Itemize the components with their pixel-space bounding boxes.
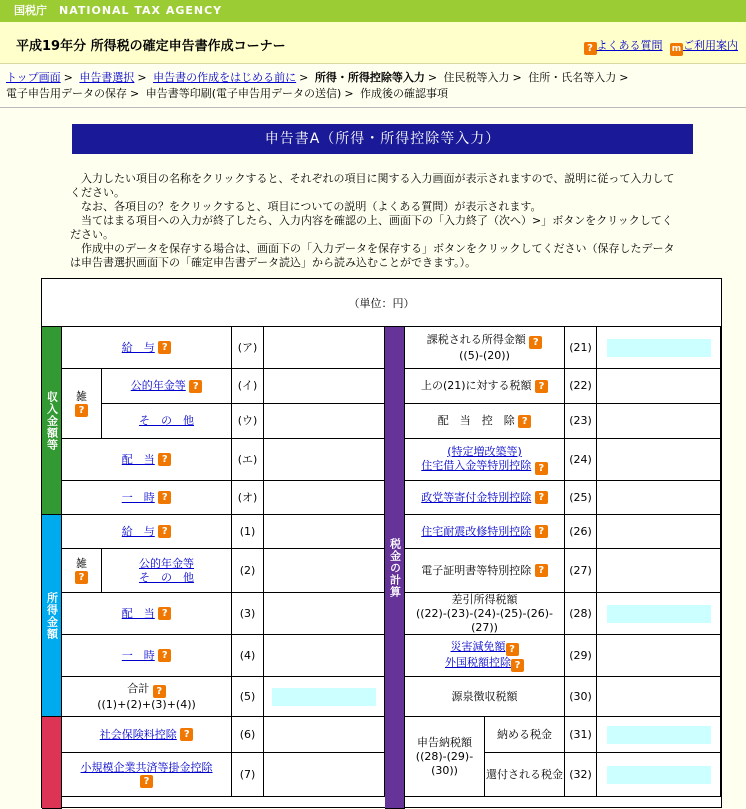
breadcrumb-resident-tax: 住民税等入力 (443, 71, 510, 84)
code-e: (エ) (232, 439, 264, 481)
row-shakai-label (62, 717, 232, 753)
row-seito-label (405, 481, 565, 515)
help-icon[interactable]: ? (158, 453, 171, 466)
input-cell-i[interactable] (264, 369, 385, 404)
code-29: (29) (565, 635, 597, 677)
sashihiki-label: 差引所得税額 (451, 592, 518, 606)
instruction-4: 作成中のデータを保存する場合は、画面下の「入力データを保存する」ボタンをクリックしてください（保存したデータは申告書選択画面下の「確定申告書データ読込」から読み込むことができます。）。 (70, 242, 675, 269)
seito-link[interactable]: 政党等寄付金特別控除 (421, 490, 532, 504)
help-icon[interactable]: ? (75, 404, 88, 417)
row-haitou-label (62, 439, 232, 481)
help-icon[interactable]: ? (189, 380, 202, 393)
breadcrumb-before-start[interactable]: 申告書の作成をはじめる前に (153, 71, 297, 84)
row-jutaku-label (405, 439, 565, 481)
code-7: (7) (232, 753, 264, 797)
output-cell-29 (597, 635, 721, 677)
input-cell-4[interactable] (264, 635, 385, 677)
output-cell-30 (597, 677, 721, 717)
row-saigai-label (405, 635, 565, 677)
row-kyuyo-label (62, 327, 232, 369)
help-icon[interactable]: ? (140, 775, 153, 788)
jutaku-link-2[interactable]: 住宅借入金等特別控除 (421, 458, 532, 472)
breadcrumb-print: 申告書等印刷(電子申告用データの送信) (145, 87, 342, 100)
help-icon[interactable]: ? (158, 525, 171, 538)
faq-icon[interactable]: ? (584, 42, 597, 55)
code-u: (ウ) (232, 404, 264, 439)
row-sonota-label (102, 404, 232, 439)
help-icon[interactable]: ? (511, 659, 524, 672)
kouteki-link[interactable]: 公的年金等 (130, 379, 186, 392)
input-cell-a[interactable] (264, 327, 385, 369)
row-sashihiki-label (405, 593, 565, 635)
zatsu-label (62, 369, 102, 439)
code-27: (27) (565, 549, 597, 593)
code-2: (2) (232, 549, 264, 593)
zatsu2-text: 雑 (76, 557, 87, 570)
output-box-21 (607, 339, 711, 357)
row-kazei-label (405, 327, 565, 369)
zei21-label: 上の(21)に対する税額 (420, 379, 532, 392)
row-ichiji2-label (62, 635, 232, 677)
instructions (70, 172, 676, 268)
code-22: (22) (565, 369, 597, 404)
input-cell-o[interactable] (264, 481, 385, 515)
output-cell-25 (597, 481, 721, 515)
output-box-31 (607, 726, 711, 744)
code-24: (24) (565, 439, 597, 481)
output-cell-21 (597, 327, 721, 369)
breadcrumb-select[interactable]: 申告書選択 (79, 71, 135, 84)
instruction-2: なお、各項目の？をクリックすると、項目についての説明（よくある質問）が表示されます。 (81, 200, 542, 213)
output-cell-32 (597, 753, 721, 797)
input-cell-3[interactable] (264, 593, 385, 635)
output-cell-24 (597, 439, 721, 481)
code-31: (31) (565, 717, 597, 753)
output-box-28 (607, 605, 711, 623)
breadcrumb: トップ画面 > 申告書選択 > 申告書の作成をはじめる前に > 所得・所得控除等入力 > 住民税等入力 > 住所・氏名等入力 > 電子申告用データの保存 > 申告書等印刷(電子申告用データの送信) > 作成後の確認事項 (0, 64, 746, 108)
help-icon[interactable]: ? (535, 491, 548, 504)
row-haitou-kojo-label (405, 404, 565, 439)
row-kouteki-label (102, 369, 232, 404)
shokibo-link[interactable]: 小規模企業共済等掛金控除 (80, 761, 213, 774)
agency-bar (0, 0, 746, 22)
saigai-link[interactable]: 災害減免額 (450, 639, 506, 653)
output-cell-27 (597, 549, 721, 593)
help-icon[interactable]: ? (506, 643, 519, 656)
breadcrumb-address: 住所・氏名等入力 (528, 71, 617, 84)
output-cell-31 (597, 717, 721, 753)
gensen-label: 源泉徴収税額 (451, 689, 518, 703)
total-label: 合計 (127, 681, 150, 695)
help-icon[interactable]: ? (153, 685, 166, 698)
row-haitou2-label (62, 593, 232, 635)
code-i: (イ) (232, 369, 264, 404)
output-box-32 (607, 766, 711, 784)
instruction-1: 入力したい項目の名称をクリックすると、それぞれの項目に関する入力画面が表示されますので、説明に従って入力してください。 (70, 172, 675, 199)
row-denshi-label (405, 549, 565, 593)
help-icon[interactable]: ? (75, 571, 88, 584)
help-icon[interactable]: ? (158, 491, 171, 504)
shinkoku-formula: ((28)-(29)-(30)) (415, 749, 474, 777)
help-icon[interactable]: ? (529, 336, 542, 349)
section-income: 収入金額等 (42, 327, 62, 515)
code-28: (28) (565, 593, 597, 635)
shinkoku-label: 申告納税額 (417, 735, 472, 749)
haitou-kojo-label: 配 当 控 除 (437, 414, 515, 427)
ichiji2-link[interactable]: 一 時 (121, 648, 155, 662)
code-1: (1) (232, 515, 264, 549)
input-cell-7[interactable] (264, 753, 385, 797)
code-23: (23) (565, 404, 597, 439)
help-icon[interactable]: ? (180, 728, 193, 741)
help-icon[interactable]: ? (158, 341, 171, 354)
ichiji-link[interactable]: 一 時 (121, 490, 155, 504)
help-icon[interactable]: ? (535, 380, 548, 393)
income-form-table (41, 278, 722, 808)
help-icon[interactable]: ? (535, 564, 548, 577)
row-kyuyo2-label (62, 515, 232, 549)
code-26: (26) (565, 515, 597, 549)
total-formula: ((1)+(2)+(3)+(4)) (97, 697, 196, 711)
kyuyo-link[interactable]: 給 与 (121, 340, 155, 354)
code-5: (5) (232, 677, 264, 717)
output-cell-22 (597, 369, 721, 404)
zatsu2-label (62, 549, 102, 593)
section-earnings: 所得金額 (42, 515, 62, 717)
code-6: (6) (232, 717, 264, 753)
kazei-label: 課税される所得金額 (426, 332, 526, 346)
kanpu-label: 還付される税金 (485, 753, 565, 797)
row-zei21-label (405, 369, 565, 404)
help-icon[interactable]: ? (518, 415, 531, 428)
input-cell-5 (264, 677, 385, 717)
total-output-box (272, 688, 376, 706)
zatsu-text: 雑 (76, 390, 87, 403)
section-tax: 税金の計算 (385, 327, 405, 809)
row-shokibo-label (62, 753, 232, 797)
guide-icon[interactable]: m (671, 44, 682, 54)
agency-name-ja: 国税庁 (14, 4, 47, 17)
code-25: (25) (565, 481, 597, 515)
agency-name-en: NATIONAL TAX AGENCY (59, 4, 223, 17)
input-cell-1[interactable] (264, 515, 385, 549)
sonota2-link[interactable]: そ の 他 (139, 570, 194, 584)
input-cell-u[interactable] (264, 404, 385, 439)
input-cell-e[interactable] (264, 439, 385, 481)
help-icon[interactable]: ? (158, 649, 171, 662)
breadcrumb-confirm: 作成後の確認事項 (360, 87, 449, 100)
section-deduction (42, 717, 62, 809)
kazei-formula: ((5)-(20)) (459, 348, 510, 362)
code-4: (4) (232, 635, 264, 677)
code-a: (ア) (232, 327, 264, 369)
sonota-link[interactable]: そ の 他 (139, 414, 194, 427)
row-total-label (62, 677, 232, 717)
haitou-link[interactable]: 配 当 (121, 452, 155, 466)
help-icon[interactable]: ? (158, 607, 171, 620)
jutaku-link-1[interactable]: (特定増改築等) (447, 444, 522, 458)
sashihiki-formula: ((22)-(23)-(24)-(25)-(26)-(27)) (415, 606, 554, 634)
instruction-3: 当てはまる項目への入力が終了したら、入力内容を確認の上、画面下の「入力終了（次へ）>」ボタンをクリックしてください。 (70, 214, 673, 241)
unit-label: （単位：円） (42, 279, 721, 327)
guide-link[interactable]: ご利用案内 (683, 39, 738, 52)
page-title: 平成19年分 所得税の確定申告書作成コーナー (16, 39, 286, 54)
input-cell-6[interactable] (264, 717, 385, 753)
breadcrumb-current: 所得・所得控除等入力 (314, 71, 425, 84)
help-icon[interactable]: ? (535, 462, 548, 475)
title-bar (0, 22, 746, 64)
shakai-link[interactable]: 社会保険料控除 (99, 727, 177, 741)
osameru-label: 納める税金 (485, 717, 565, 753)
input-cell-2[interactable] (264, 549, 385, 593)
denshi-label: 電子証明書等特別控除 (421, 563, 532, 577)
row-gensen-label (405, 677, 565, 717)
taishin-link[interactable]: 住宅耐震改修特別控除 (421, 524, 532, 538)
help-icon[interactable]: ? (535, 525, 548, 538)
breadcrumb-save-data: 電子申告用データの保存 (6, 87, 127, 100)
row-shinkoku-label (405, 717, 485, 797)
code-3: (3) (232, 593, 264, 635)
code-21: (21) (565, 327, 597, 369)
code-32: (32) (565, 753, 597, 797)
row-taishin-label (405, 515, 565, 549)
output-cell-28 (597, 593, 721, 635)
gaikoku-link[interactable]: 外国税額控除 (445, 655, 511, 669)
header-links (584, 37, 739, 56)
row-kouteki2-label (102, 549, 232, 593)
code-30: (30) (565, 677, 597, 717)
row-ichiji-label (62, 481, 232, 515)
form-banner: 申告書A（所得・所得控除等入力） (72, 124, 693, 154)
kyuyo2-link[interactable]: 給 与 (121, 524, 155, 538)
haitou2-link[interactable]: 配 当 (121, 606, 155, 620)
output-cell-26 (597, 515, 721, 549)
faq-link[interactable]: よくある質問 (596, 39, 663, 52)
kouteki2-link[interactable]: 公的年金等 (139, 556, 194, 570)
code-o: (オ) (232, 481, 264, 515)
output-cell-23 (597, 404, 721, 439)
breadcrumb-top[interactable]: トップ画面 (6, 71, 61, 84)
